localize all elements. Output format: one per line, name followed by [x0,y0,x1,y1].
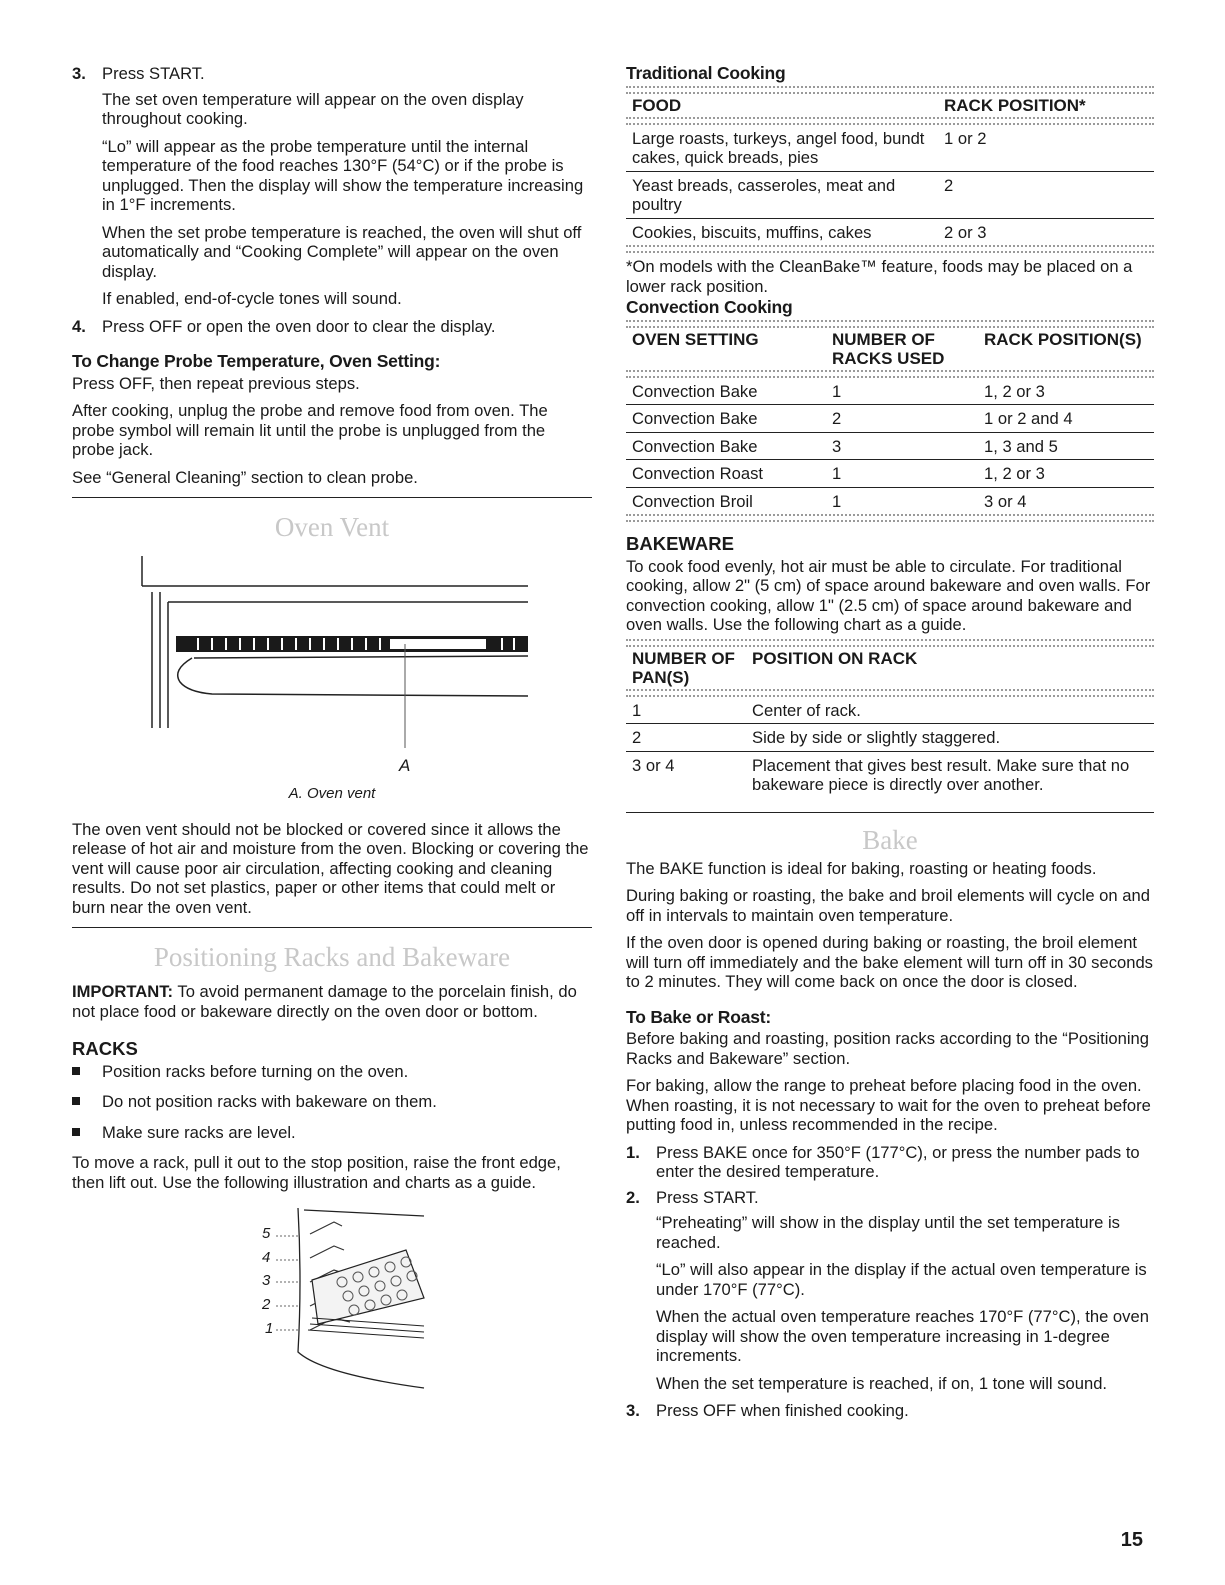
dotted-rule [626,320,1154,328]
paragraph: See “General Cleaning” section to clean probe. [72,467,418,487]
paragraph: The set oven temperature will appear on the oven display throughout cooking. [102,89,524,128]
table-cell: Convection Roast [626,460,826,488]
paragraph: “Preheating” will show in the display until the set temperature is reached. [656,1213,1120,1252]
section-divider [72,927,592,928]
table-header: RACK POSITION(S) [984,329,1142,349]
bullet-icon [72,1128,80,1136]
list-item-text: Make sure racks are level. [102,1122,296,1142]
table-cell: 1 [826,460,978,488]
bake-step-3 [626,1401,1154,1421]
table-cell: 1, 2 or 3 [978,378,1154,405]
paragraph: To move a rack, pull it out to the stop position, raise the front edge, then lift out. Use the following illustration and charts as a guide. [72,1153,561,1192]
dotted-rule [626,86,1154,94]
bakeware-heading: BAKEWARE [626,533,734,554]
positioning-title: Positioning Racks and Bakeware [153,942,511,972]
step-text: Press START. [656,1187,759,1207]
section-divider [72,497,592,498]
list-item-text: Position racks before turning on the oven. [102,1061,409,1081]
table-header: OVEN SETTING [632,329,759,349]
table-cell: 1 [626,697,746,724]
table-cell: Center of rack. [746,697,1154,724]
traditional-heading: Traditional Cooking [626,63,786,83]
paragraph: Before baking and roasting, position racks according to the “Positioning Racks and Bakeware” section. [626,1029,1150,1068]
important-label: IMPORTANT: [72,982,174,1001]
oven-vent-illustration [72,552,592,780]
table-cell: Cookies, biscuits, muffins, cakes [632,222,872,242]
right-column [626,64,1154,1427]
table-header-row [626,647,1154,689]
table-row [626,751,1154,798]
important-text: To avoid permanent damage to the porcelain finish, do not place food or bakeware directly on the oven door or bottom. [72,982,577,1021]
bullet-icon [72,1067,80,1075]
table-cell: 1 or 2 [938,125,1154,172]
step-3 [72,64,592,84]
table-row [626,487,1154,514]
paragraph: During baking or roasting, the bake and broil elements will cycle on and off in intervals to maintain oven temperature. [626,886,1150,925]
table-cell: 1 [832,491,842,511]
step-text: Press START. [102,64,205,83]
table-header-row [626,328,1154,370]
table-cell: 3 [826,432,978,460]
table-row [626,724,1154,752]
paragraph: “Lo” will appear as the probe temperature until the internal temperature of the food reaches 130°F (54°C) or if the probe is unplugged. Then the display will show the temperature increasing in 1°F increments. [102,136,584,214]
list-item [72,1092,592,1112]
table-footnote: *On models with the CleanBake™ feature, foods may be placed on a lower rack position. [626,257,1133,296]
step-number: 1. [626,1142,640,1162]
table-cell: Convection Bake [626,432,826,460]
table-cell: Large roasts, turkeys, angel food, bundt cakes, quick breads, pies [626,125,938,172]
table-row [626,405,1154,433]
table-cell: Convection Bake [626,378,826,405]
rack-drawing [72,1202,592,1392]
paragraph: If enabled, end-of-cycle tones will sound. [102,289,402,308]
rack-label-4: 4 [262,1249,271,1266]
paragraph: For baking, allow the range to preheat before placing food in the oven. When roasting, it is not necessary to wait for the oven to preheat before putting food in, unless recommended in the recipe. [626,1076,1151,1134]
callout-label-a: A [399,756,411,775]
step-number: 3. [626,1401,640,1420]
table-cell: Convection Broil [632,491,753,511]
table-cell: 1, 2 or 3 [978,460,1154,488]
convection-table-body [626,378,1154,515]
table-cell: 1 [826,378,978,405]
convection-heading: Convection Cooking [626,297,793,317]
paragraph: The BAKE function is ideal for baking, roasting or heating foods. [626,858,1097,878]
traditional-table [626,94,1154,117]
bake-roast-heading: To Bake or Roast: [626,1006,772,1027]
step-number: 4. [72,316,86,336]
rack-label-3: 3 [262,1272,271,1289]
table-row [626,171,1154,218]
figure-caption: A. Oven vent [288,785,376,802]
list-item [72,1123,592,1143]
table-cell: 1, 3 and 5 [978,432,1154,460]
change-probe-heading: To Change Probe Temperature, Oven Setting: [72,351,441,371]
table-cell: 2 [938,171,1154,218]
rack-illustration [72,1202,592,1392]
paragraph: “Lo” will also appear in the display if the actual oven temperature is under 170°F (77°C). [656,1260,1147,1299]
bakeware-table-body [626,697,1154,798]
bullet-icon [72,1097,80,1105]
paragraph: If the oven door is opened during baking or roasting, the broil element will turn off immediately and the bake element will turn off in 30 seconds to 2 minutes. They will come back on once the door is closed. [626,933,1153,991]
step-number: 3. [72,64,86,83]
racks-heading: RACKS [72,1038,138,1059]
bake-title: Bake [862,824,918,855]
page-number: 15 [1120,1529,1143,1551]
convection-table [626,328,1154,370]
table-cell: 2 [826,405,978,433]
bakeware-table [626,647,1154,689]
dotted-rule [626,370,1154,378]
table-row [626,378,1154,405]
table-cell: Side by side or slightly staggered. [746,724,1154,752]
dotted-rule [626,639,1154,647]
bake-step-2 [626,1188,1154,1208]
table-header: POSITION ON RACK [752,648,918,668]
bake-step-1 [626,1143,1154,1182]
table-cell: 3 or 4 [632,755,675,775]
oven-vent-title: Oven Vent [274,512,390,542]
traditional-table-body [626,125,1154,246]
paragraph: After cooking, unplug the probe and remove food from oven. The probe symbol will remain lit until the probe is unplugged from the probe jack. [72,401,548,459]
paragraph: When the set probe temperature is reached, the oven will shut off automatically and “Cooking Complete” will appear on the oven display. [102,222,582,281]
table-cell: 2 or 3 [944,222,987,242]
table-header: NUMBER OF RACKS USED [832,329,945,368]
table-cell: Convection Bake [626,405,826,433]
table-row [626,432,1154,460]
rack-label-2: 2 [262,1296,271,1313]
list-item-text: Do not position racks with bakeware on them. [102,1092,437,1111]
dotted-rule [626,117,1154,125]
table-header: NUMBER OF PAN(S) [632,648,735,687]
table-cell: 3 or 4 [984,491,1027,511]
oven-vent-drawing [72,552,592,780]
step-text: Press BAKE once for 350°F (177°C), or press the number pads to enter the desired temperature. [656,1142,1140,1181]
step-4 [72,317,592,337]
step-text: Press OFF when finished cooking. [656,1401,909,1420]
step-number: 2. [626,1187,640,1207]
paragraph: When the actual oven temperature reaches 170°F (77°C), the oven display will show the oven temperature increasing in 1-degree increments. [656,1307,1149,1365]
table-cell: 1 or 2 and 4 [978,405,1154,433]
dotted-rule [626,689,1154,697]
table-header: RACK POSITION* [944,95,1086,115]
paragraph: The oven vent should not be blocked or covered since it allows the release of hot air and moisture from the oven. Blocking or covering the vent will cause poor air circulation, affecting cooking and cleaning results. Do not set plastics, paper or other items that could melt or burn near the oven vent. [72,819,589,917]
list-item [72,1062,592,1082]
table-row [626,697,1154,724]
step-text: Press OFF or open the oven door to clear the display. [102,316,496,336]
paragraph: Press OFF, then repeat previous steps. [72,373,360,393]
rack-label-1: 1 [265,1320,274,1337]
table-row [626,460,1154,488]
important-note [72,982,592,1021]
section-divider [626,812,1154,813]
rack-label-5: 5 [262,1225,271,1242]
dotted-rule [626,245,1154,253]
dotted-rule [626,514,1154,522]
table-cell: 2 [626,724,746,752]
table-header: FOOD [632,95,682,115]
table-row [626,218,1154,245]
left-column [72,64,592,1392]
table-row [626,125,1154,172]
paragraph: To cook food evenly, hot air must be able to circulate. For traditional cooking, allow 2" (5 cm) of space around bakeware and oven walls. For convection cooking, allow 1" (2.5 cm) of space around bakeware and oven walls. Use the following chart as a guide. [626,556,1151,634]
table-cell: Placement that gives best result. Make sure that no bakeware piece is directly over another. [752,755,1130,794]
table-header-row [626,94,1154,117]
paragraph: When the set temperature is reached, if on, 1 tone will sound. [656,1373,1108,1393]
table-cell: Yeast breads, casseroles, meat and poultry [626,171,938,218]
